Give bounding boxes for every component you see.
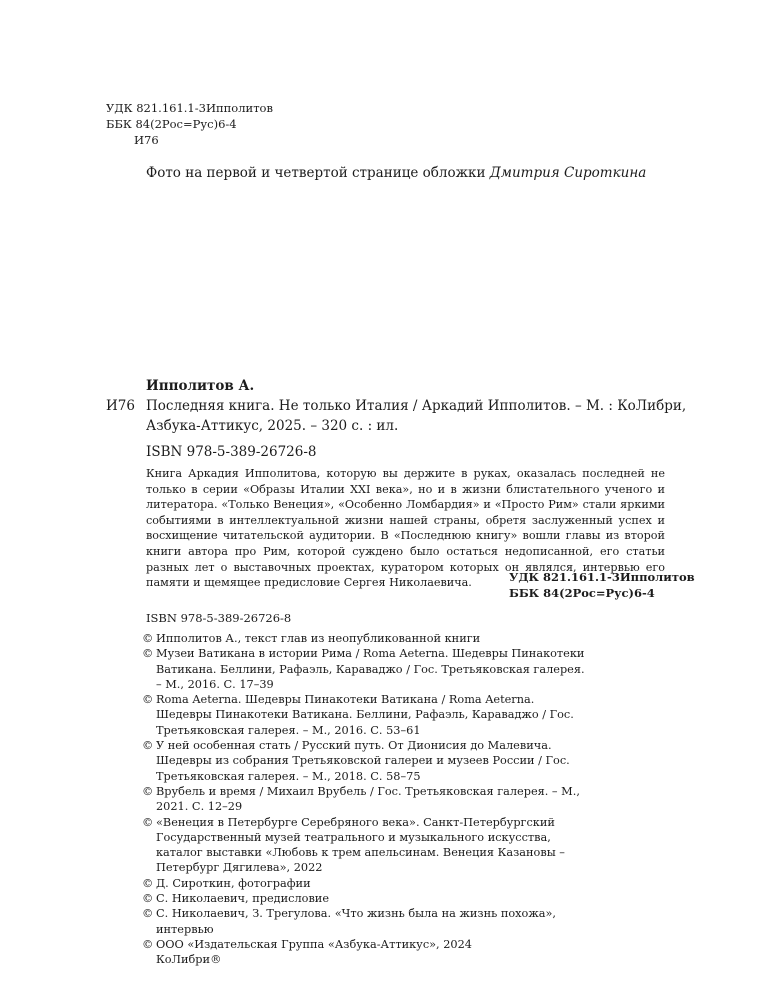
- copyright-icon: ©: [142, 892, 154, 906]
- copyright-text: С. Николаевич, предисловие: [156, 892, 330, 906]
- author-heading: Ипполитов А.: [146, 378, 255, 394]
- copyright-text: У ней особенная стать / Русский путь. От Дионисия до Малевича. Шедевры из собрания Третьяковской галереи и музеев России / Гос. Третьяковская галерея. – М., 2018. С. 58–75: [156, 739, 570, 783]
- udk-code: УДК 821.161.1-3Ипполитов: [106, 101, 273, 115]
- copyright-text: Музеи Ватикана в истории Рима / Roma Aeterna. Шедевры Пинакотеки Ватикана. Беллини, Рафаэль, Караваджо / Гос. Третьяковская галерея. – М., 2016. С. 17–39: [156, 647, 585, 691]
- copyright-text: Врубель и время / Михаил Врубель / Гос. Третьяковская галерея. – М., 2021. С. 12–29: [156, 784, 580, 814]
- copyright-text: ООО «Издательская Группа «Азбука-Аттикус», 2024: [156, 937, 472, 951]
- copyright-item: [142, 784, 592, 815]
- copyright-text: «Венеция в Петербурге Серебряного века». Санкт-Петербургский Государственный музей театрального и музыкального искусства, каталог выставки «Любовь к трем апельсинам. Венеция Казановы – Петербург Дягилева», 2022: [156, 815, 565, 875]
- biblio-title-line-1: Последняя книга. Не только Италия / Аркадий Ипполитов. – М. : КоЛибри,: [146, 398, 687, 414]
- copyright-item: [142, 692, 592, 738]
- copyright-icon: ©: [142, 784, 154, 798]
- copyright-text: Roma Aeterna. Шедевры Пинакотеки Ватикана / Roma Aeterna. Шедевры Пинакотеки Ватикана. Беллини, Рафаэль, Караваджо / Гос. Третьяковская галерея. – М., 2016. С. 53–61: [156, 693, 574, 737]
- biblio-mark: И76: [106, 398, 135, 414]
- isbn-bottom: ISBN 978-5-389-26726-8: [146, 611, 292, 625]
- copyright-item: [142, 937, 592, 952]
- copyright-icon: ©: [142, 937, 154, 951]
- copyright-text: Ипполитов А., текст глав из неопубликованной книги: [156, 632, 481, 645]
- copyright-icon: ©: [142, 876, 154, 890]
- copyright-item: [142, 906, 592, 937]
- imprint-item: [142, 952, 592, 967]
- photographer-name: Дмитрия Сироткина: [489, 165, 647, 181]
- abstract: Книга Аркадия Ипполитова, которую вы держите в руках, оказалась последней не только в серии «Образы Италии XXI века», но и в жизни блистательного ученого и литератора. «Только Венеция», «Особенно Ломбардия» и «Просто Рим» стали яркими событиями в интеллектуальной жизни нашей страны, обретя заслуженный успех и восхищение читательской аудитории. В «Последнюю книгу» вошли главы из второй книги автора про Рим, которой суждено было остаться недописанной, его статьи разных лет о выставочных проектах, куратором которых он являлся, интервью его памяти и щемящее предисловие Сергея Николаевича.: [146, 467, 665, 590]
- copyright-item: [142, 815, 592, 876]
- photo-credit: [146, 165, 646, 181]
- author-mark: И76: [134, 133, 159, 147]
- imprint-text: КоЛибри®: [156, 953, 222, 967]
- copyright-item: [142, 891, 592, 906]
- copyright-item: [142, 631, 592, 646]
- copyright-item: [142, 876, 592, 891]
- photo-credit-text: Фото на первой и четвертой странице обложки: [146, 165, 486, 181]
- copyright-icon: ©: [142, 647, 154, 661]
- copyright-list: [142, 631, 592, 968]
- udk-code-bottom: УДК 821.161.1-3Ипполитов: [509, 570, 695, 584]
- copyright-item: [142, 646, 592, 692]
- bbk-code-bottom: ББК 84(2Рос=Рус)6-4: [509, 586, 655, 600]
- copyright-icon: ©: [142, 632, 154, 645]
- copyright-item: [142, 738, 592, 784]
- copyright-text: С. Николаевич, З. Трегулова. «Что жизнь была на жизнь похожа», интервью: [156, 907, 556, 936]
- copyright-text: Д. Сироткин, фотографии: [156, 876, 311, 890]
- bbk-code: ББК 84(2Рос=Рус)6-4: [106, 117, 237, 131]
- copyright-icon: ©: [142, 815, 154, 829]
- biblio-title-line-2: Азбука-Аттикус, 2025. – 320 с. : ил.: [146, 418, 399, 434]
- copyright-icon: ©: [142, 693, 154, 707]
- copyright-icon: ©: [142, 907, 154, 921]
- biblio-isbn: ISBN 978-5-389-26726-8: [146, 444, 317, 460]
- copyright-icon: ©: [142, 739, 154, 753]
